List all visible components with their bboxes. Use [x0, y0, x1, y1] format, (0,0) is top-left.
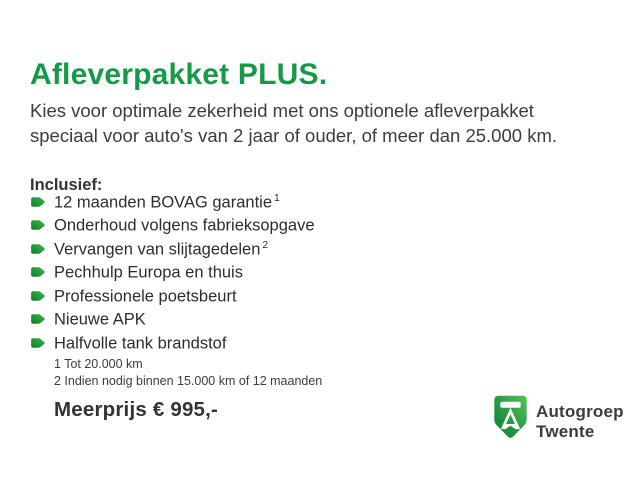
list-item: [30, 331, 317, 355]
footnote-1: 1 Tot 20.000 km: [54, 357, 143, 371]
shield-bullet-icon: [30, 243, 46, 255]
subtitle-line-1: Kies voor optimale zekerheid met ons optionele afleverpakket: [30, 100, 534, 121]
subtitle: [30, 99, 557, 148]
list-item-label: Vervangen van slijtagedelen $^2$: [54, 238, 269, 258]
list-item: [30, 190, 317, 214]
shield-bullet-icon: [30, 196, 46, 208]
brand-name-line-2: Twente: [536, 421, 595, 441]
list-item-label: 12 maanden BOVAG garantie $^1$: [54, 191, 280, 211]
shield-bullet-icon: [30, 313, 46, 325]
brand-name: [536, 402, 624, 441]
list-item-label: Professionele poetsbeurt: [54, 287, 237, 305]
shield-bullet-icon: [30, 337, 46, 349]
shield-bullet-icon: [30, 290, 46, 302]
footnote-2: 2 Indien nodig binnen 15.000 km of 12 maanden: [54, 373, 323, 388]
subtitle-line-2: speciaal voor auto's van 2 jaar of ouder, of meer dan 25.000 km.: [30, 124, 557, 146]
page-title: Afleverpakket PLUS.: [30, 58, 328, 91]
footnotes: [54, 356, 322, 389]
list-item-label: Pechhulp Europa en thuis: [54, 263, 243, 282]
list-item: [30, 284, 317, 308]
brand-logo: [492, 394, 624, 441]
list-item-label: Onderhoud volgens fabrieksopgave: [54, 216, 315, 235]
feature-list: [30, 190, 317, 355]
footnote-marker: 2: [262, 238, 269, 251]
shield-a-logo-icon: [492, 394, 529, 441]
price-label: Meerprijs € 995,-: [54, 398, 219, 421]
list-item: [30, 261, 317, 285]
list-item: [30, 214, 317, 238]
includes-label: Inclusief:: [30, 176, 103, 194]
brand-name-line-1: Autogroep: [536, 402, 624, 421]
footnote-marker: 1: [274, 191, 280, 204]
shield-bullet-icon: [30, 266, 46, 278]
list-item: [30, 237, 317, 261]
shield-bullet-icon: [30, 219, 46, 231]
list-item-label: Halfvolle tank brandstof: [54, 334, 227, 352]
list-item-label: Nieuwe APK: [54, 310, 146, 329]
list-item: [30, 308, 317, 332]
